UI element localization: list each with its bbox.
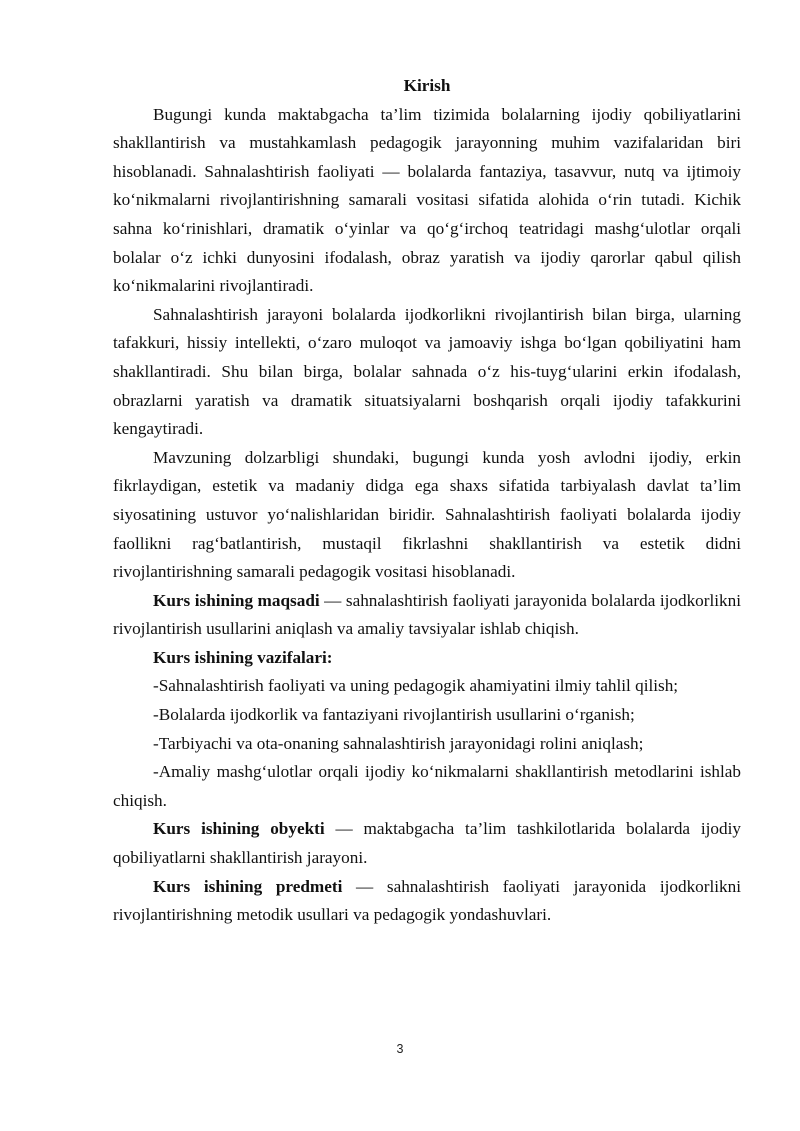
page-number: 3	[396, 1042, 404, 1056]
task-item: -Sahnalashtirish faoliyati va uning pedagogik ahamiyatini ilmiy tahlil qilish;	[153, 676, 679, 696]
task-item: -Bolalarda ijodkorlik va fantaziyani rivojlantirish usullarini o‘rganish;	[153, 705, 635, 725]
section-title: Kirish	[403, 76, 451, 95]
intro-paragraph: Bugungi kunda maktabgacha ta’lim tizimida bolalarning ijodiy qobiliyatlarini shakllantirish va mustahkamlash pedagogik jarayonning muhim vazifalaridan biri hisoblanadi. Sahnalashtirish faoliyati — bolalarda fantaziya, tasavvur, nutq va ijtimoiy ko‘nikmalarni rivojlantirishning samarali vositasi sifatida alohida o‘rin tutadi. Kichik sahna ko‘rinishlari, dramatik o‘yinlar va qo‘g‘irchoq teatridagi mashg‘ulotlar orqali bolalar o‘z ichki dunyosini ifodalash, obraz yaratish va ijodiy qarorlar qabul qilish ko‘nikmalarini rivojlantiradi.	[113, 104, 741, 296]
object-text: — maktabgacha ta’lim tashkilotlarida bolalarda ijodiy qobiliyatlarni shakllantirish jarayoni.	[113, 819, 741, 868]
object-label: Kurs ishining obyekti	[153, 819, 325, 839]
task-item: -Tarbiyachi va ota-onaning sahnalashtirish jarayonidagi rolini aniqlash;	[153, 733, 644, 753]
tasks-label: Kurs ishining vazifalari:	[153, 647, 333, 667]
task-item: -Amaliy mashg‘ulotlar orqali ijodiy ko‘nikmalarni shakllantirish metodlarini ishlab chiqish.	[113, 762, 741, 810]
relevance-paragraph: Mavzuning dolzarbligi shundaki, bugungi kunda yosh avlodni ijodiy, erkin fikrlaydigan, estetik va madaniy didga ega shaxs sifatida tarbiyalash davlat ta’lim siyosatining ustuvor yo‘nalishlaridan biridir. Sahnalashtirish faoliyati bolalarda ijodiy faollikni rag‘batlantirish, mustaqil fikrlashni shakllantirish va estetik didni rivojlantirishning samarali pedagogik vositasi hisoblanadi.	[113, 447, 741, 582]
process-paragraph: Sahnalashtirish jarayoni bolalarda ijodkorlikni rivojlantirish bilan birga, ularning tafakkuri, hissiy intellekti, o‘zaro muloqot va jamoaviy ishga bo‘lgan qobiliyatini ham shakllantiradi. Shu bilan birga, bolalar sahnada o‘z his-tuyg‘ularini erkin ifodalash, obrazlarni yaratish va dramatik situatsiyalarni boshqarish orqali ijodiy tafakkurini kengaytiradi.	[113, 304, 741, 439]
tasks-heading	[113, 644, 741, 673]
aim-paragraph	[113, 587, 741, 644]
subject-label: Kurs ishining predmeti	[153, 876, 343, 896]
document-page	[113, 72, 741, 930]
subject-paragraph	[113, 873, 741, 930]
object-paragraph	[113, 815, 741, 872]
aim-text: — sahnalashtirish faoliyati jarayonida bolalarda ijodkorlikni rivojlantirish usullarini aniqlash va amaliy tavsiyalar ishlab chiqish.	[113, 590, 741, 639]
subject-text: — sahnalashtirish faoliyati jarayonida ijodkorlikni rivojlantirishning metodik usullari va pedagogik yondashuvlari.	[113, 876, 741, 925]
aim-label: Kurs ishining maqsadi	[153, 590, 320, 610]
